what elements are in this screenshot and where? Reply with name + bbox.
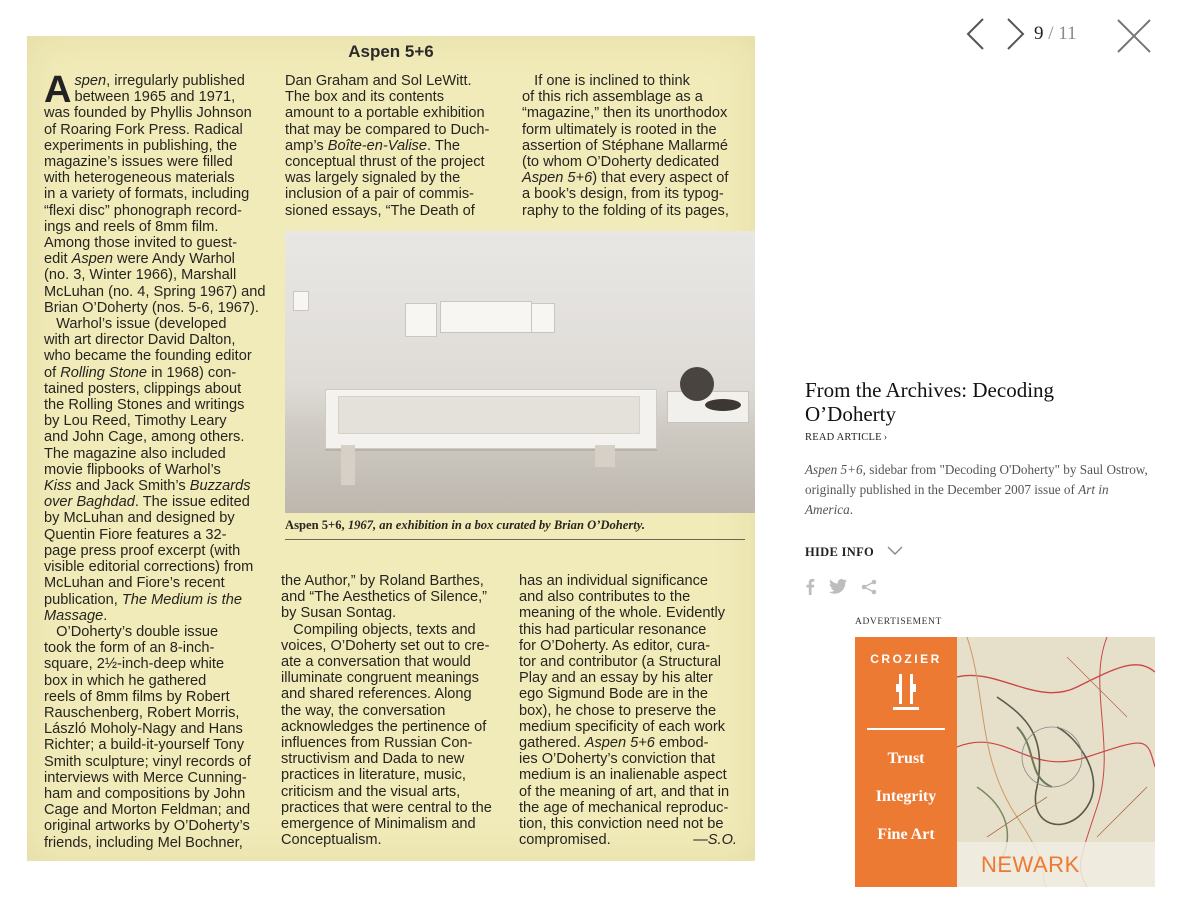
photo-caption — [285, 518, 745, 540]
previous-button[interactable] — [963, 16, 989, 52]
text-line: who became the founding editor — [44, 348, 252, 365]
text-line: publication, The Medium is the — [44, 591, 242, 608]
read-article-label: READ ARTICLE — [805, 432, 882, 443]
text-line: McLuhan and Fiore’s recent — [44, 575, 225, 592]
text-line: (no. 3, Winter 1966), Marshall — [44, 267, 237, 284]
article-clipping-image — [27, 36, 755, 861]
text-line: of the meaning of art, and that in — [519, 783, 730, 800]
text-line: experiments in publishing, the — [44, 137, 238, 154]
text-line: friends, including Mel Bochner, — [44, 834, 243, 851]
text-line: medium is an inalienable aspect — [519, 767, 727, 784]
text-line: “flexi disc” phonograph record- — [44, 202, 242, 219]
text-line: and also contributes to the — [519, 589, 691, 606]
ad-brand-name: CROZIER — [870, 652, 942, 666]
ad-divider — [867, 728, 945, 730]
text-line: the Rolling Stones and writings — [44, 397, 245, 414]
hide-info-label: HIDE INFO — [805, 545, 875, 559]
text-line: of this rich assemblage as a — [522, 89, 703, 106]
text-line: conceptual thrust of the project — [285, 154, 485, 171]
text-line: ings and reels of 8mm film. — [44, 218, 219, 235]
text-line: Smith sculpture; vinyl records of — [44, 753, 251, 770]
text-line: of Roaring Fork Press. Radical — [44, 121, 243, 138]
text-line: Warhol’s issue (developed — [44, 316, 227, 333]
text-line: Aspen 5+6) that every aspect of — [522, 170, 729, 187]
text-line: by Lou Reed, Timothy Leary — [44, 413, 227, 430]
text-line: in a variety of formats, including — [44, 186, 250, 203]
text-line: “magazine,” then its unorthodox — [522, 105, 728, 122]
text-line: box in which he gathered — [44, 672, 207, 689]
text-line: visible editorial corrections) from — [44, 559, 254, 576]
next-button[interactable] — [1002, 16, 1028, 52]
clipping-column-2-bottom — [281, 573, 513, 848]
text-line: Brian O’Doherty (nos. 5-6, 1967). — [44, 299, 259, 316]
ad-word-integrity: Integrity — [875, 788, 937, 805]
text-line: inclusion of a pair of commis- — [285, 186, 474, 203]
text-line: practices that were central to the — [281, 799, 492, 816]
text-line: sioned essays, “The Death of — [285, 202, 475, 219]
text-line: practices in literature, music, — [281, 767, 466, 784]
description-italic-publication: Art in America — [805, 482, 1109, 517]
text-line: Kiss and Jack Smith’s Buzzards — [44, 478, 251, 495]
text-line: that may be compared to Duch- — [285, 121, 490, 138]
close-button[interactable] — [1116, 18, 1152, 54]
text-line: O’Doherty’s double issue — [44, 623, 219, 640]
description-end: . — [849, 502, 853, 517]
text-line: emergence of Minimalism and — [281, 816, 476, 833]
text-line: assertion of Stéphane Mallarmé — [522, 137, 729, 154]
text-line: Quentin Fiore features a 32- — [44, 526, 227, 543]
text-line: and shared references. Along — [281, 686, 472, 703]
share-row — [805, 578, 887, 596]
slide-separator: / — [1048, 23, 1054, 44]
text-line: McLuhan (no. 4, Spring 1967) and — [44, 283, 266, 300]
article-title: From the Archives: Decoding O’Doherty — [805, 378, 1055, 426]
text-line: Among those invited to guest- — [44, 235, 238, 252]
text-line: square, 2½-inch-deep white — [44, 656, 225, 673]
chevron-right-small-icon: › — [883, 432, 888, 443]
text-line: for O’Doherty. As editor, cura- — [519, 637, 711, 654]
share-icon[interactable] — [861, 579, 877, 600]
text-line: ate a conversation that would — [281, 654, 471, 671]
text-line: the Author,” by Roland Barthes, — [281, 573, 484, 589]
text-line: of Rolling Stone in 1968) con- — [44, 364, 237, 381]
ad-brand-panel — [855, 637, 957, 887]
facebook-icon[interactable] — [805, 578, 815, 600]
text-line: Massage. — [44, 607, 108, 624]
chevron-down-icon — [887, 546, 903, 555]
text-line: If one is inclined to think — [522, 73, 690, 89]
text-line: and “The Aesthetics of Silence,” — [281, 589, 488, 606]
clipping-column-2-top — [285, 73, 515, 219]
text-line: illuminate congruent meanings — [281, 670, 479, 687]
ad-city-name: NEWARK — [957, 842, 1155, 887]
text-line: took the form of an 8-inch- — [44, 640, 215, 657]
text-line: Dan Graham and Sol LeWitt. — [285, 73, 472, 89]
text-line: Conceptualism. — [281, 832, 382, 849]
text-line: (to whom O’Doherty dedicated — [522, 154, 720, 171]
text-line: magazine’s issues were filled — [44, 154, 233, 171]
text-line: gathered. Aspen 5+6 embod- — [519, 735, 709, 752]
text-line: raphy to the folding of its pages, — [522, 202, 729, 219]
text-line: Richter; a build-it-yourself Tony — [44, 737, 245, 754]
text-line: acknowledges the pertinence of — [281, 718, 487, 735]
text-line: has an individual significance — [519, 573, 709, 589]
text-line: by McLuhan and designed by — [44, 510, 235, 527]
hide-info-toggle[interactable] — [805, 545, 903, 560]
clipping-signoff: —S.O. — [693, 832, 737, 848]
text-line: by Susan Sontag. — [281, 605, 397, 622]
text-line: box), he chose to preserve the — [519, 702, 717, 719]
text-line: tion, this conviction need not be — [519, 816, 724, 833]
text-line: the way, the conversation — [281, 702, 446, 719]
text-line: spen, irregularly published — [74, 73, 245, 89]
description-text: , sidebar from "Decoding O'Doherty" by Saul Ostrow, originally published in the December 2007 issue of — [805, 462, 1148, 497]
text-line: The box and its contents — [285, 89, 445, 106]
text-line: interviews with Merce Cunning- — [44, 769, 247, 786]
advertisement-banner[interactable] — [855, 637, 1155, 887]
text-line: criticism and the visual arts, — [281, 783, 461, 800]
text-line: amp’s Boîte-en-Valise. The — [285, 137, 460, 154]
text-line: a book’s design, from its typog- — [522, 186, 724, 203]
text-line: was largely signaled by the — [285, 170, 461, 187]
description-italic-title: Aspen 5+6 — [805, 462, 863, 477]
text-line: voices, O’Doherty set out to cre- — [281, 637, 490, 654]
slide-current: 9 — [1034, 23, 1044, 44]
text-line: compromised. — [519, 832, 611, 849]
caption-text: 1967, an exhibition in a box curated by Brian O’Doherty. — [347, 518, 646, 532]
image-description — [805, 460, 1150, 520]
text-line: Compiling objects, texts and — [281, 621, 476, 638]
text-line: ham and compositions by John — [44, 785, 246, 802]
text-line: movie flipbooks of Warhol’s — [44, 461, 221, 478]
text-line: medium specificity of each work — [519, 718, 726, 735]
exhibition-photo — [285, 231, 755, 513]
advertisement-label: ADVERTISEMENT — [855, 617, 942, 627]
text-line: tained posters, clippings about — [44, 380, 242, 397]
text-line: Rauschenberg, Robert Morris, — [44, 704, 240, 721]
chevron-right-icon — [1002, 16, 1028, 52]
text-line: between 1965 and 1971, — [74, 89, 236, 106]
text-line: was founded by Phyllis Johnson — [44, 105, 252, 122]
text-line: over Baghdad. The issue edited — [44, 494, 250, 511]
text-line: meaning of the whole. Evidently — [519, 605, 726, 622]
text-line: Cage and Morton Feldman; and — [44, 802, 251, 819]
text-line: structivism and Dada to new — [281, 751, 465, 768]
text-line: ies O’Doherty’s conviction that — [519, 751, 716, 768]
drop-cap: A — [44, 69, 72, 111]
text-line: ego Sigmund Bode are in the — [519, 686, 709, 703]
ad-word-trust: Trust — [887, 750, 925, 767]
close-icon — [1116, 18, 1152, 54]
text-line: this had particular resonance — [519, 621, 707, 638]
text-line: form ultimately is rooted in the — [522, 121, 717, 138]
clipping-column-3-top — [522, 73, 752, 219]
clipping-title: Aspen 5+6 — [348, 42, 434, 61]
text-line: the age of mechanical reproduc- — [519, 799, 729, 816]
text-line: and John Cage, among others. — [44, 429, 245, 446]
text-line: amount to a portable exhibition — [285, 105, 485, 122]
caption-prefix: Aspen 5+6, — [285, 518, 348, 532]
text-line: page press proof excerpt (with — [44, 542, 241, 559]
read-article-link[interactable] — [805, 432, 887, 443]
text-line: with heterogeneous materials — [44, 170, 235, 187]
chevron-left-icon — [963, 16, 989, 52]
text-line: The magazine also included — [44, 445, 226, 462]
slide-counter — [1034, 23, 1077, 45]
text-line: influences from Russian Con- — [281, 735, 473, 752]
text-line: tor and contributor (a Structural — [519, 654, 721, 671]
text-line: with art director David Dalton, — [44, 332, 236, 349]
ad-word-fine-art: Fine Art — [877, 826, 935, 843]
text-line: original artworks by O’Doherty’s — [44, 818, 250, 835]
crozier-logo-icon — [893, 674, 919, 712]
text-line: reels of 8mm films by Robert — [44, 688, 230, 705]
text-line: László Moholy-Nagy and Hans — [44, 721, 243, 738]
clipping-column-3-bottom — [519, 573, 751, 848]
twitter-icon[interactable] — [829, 579, 847, 599]
clipping-column-1 — [44, 69, 279, 851]
text-line: Play and an essay by his alter — [519, 670, 713, 687]
slide-total: 11 — [1058, 23, 1077, 44]
text-line: edit Aspen were Andy Warhol — [44, 251, 235, 268]
